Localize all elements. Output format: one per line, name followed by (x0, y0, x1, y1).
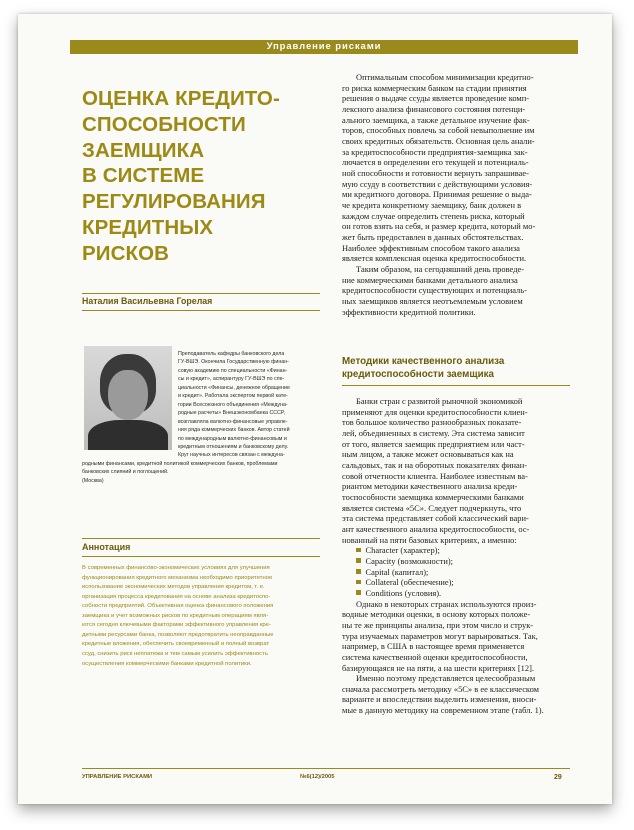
bio-line: совую академию по специальности «Финан- (178, 367, 288, 374)
bio-line: возглавляла валютно-финансовые управле- (178, 418, 288, 425)
annotation-line: использование экономических методов управления кредитом, т. е. (82, 584, 265, 591)
list-item (356, 567, 584, 578)
list-item (356, 588, 584, 599)
annotation-line: функционирования кредитного механизма необходимо приоритетное (82, 574, 273, 581)
list-item-text: Capital (капитал); (365, 566, 429, 577)
list-item-text: Collateral (обеспечение); (365, 577, 454, 588)
paragraph-line: ми кредитного договора. Принимая решение о выда- (342, 189, 532, 200)
magazine-page (18, 14, 612, 804)
list-item-text: Character (характер); (365, 545, 440, 556)
paragraph-line: мые в данную методику на современном этапе (табл. 1). (342, 705, 544, 716)
bio-line: сы и кредит», аспирантуру ГУ-ВШЭ по спе- (178, 376, 285, 383)
paragraph-line: ант качественного анализа кредитоспособности, ос- (342, 523, 530, 534)
paragraph-line: сальдовых, так и на оборотных показателях финан- (342, 459, 528, 470)
annotation-line: организация процесса кредитования на основе анализа кредитоспо- (82, 593, 271, 600)
paragraph-line: Однако в некоторых странах используются произ- (356, 598, 537, 609)
paragraph-line: базирующаяся не на пяти, а на шести критериях [12]. (342, 662, 535, 673)
paragraph-line: является комплексная оценка кредитоспособности. (342, 253, 527, 264)
paragraph-line: является система «5С». Следует подчеркнуть, что (342, 502, 522, 513)
paragraph-line: Оптимальным способом минимизации кредитно- (356, 72, 534, 82)
footer-section: УПРАВЛЕНИЕ РИСКАМИ (82, 774, 153, 780)
author-rule-bottom (82, 310, 320, 311)
annotation-line: ссуд, снизить риск неплатежа и тем самым усилить эффективность (82, 650, 268, 657)
paragraph-line: ны те же принципы анализа, при этом число и струк- (342, 619, 534, 630)
bio-line: родными финансами, кредитной политикой коммерческих банков, проблемами (82, 461, 278, 467)
paragraph-line: лексного анализа финансового состояния потенци- (342, 103, 526, 114)
paragraph-line: тоспособности заемщика коммерческими банками (342, 491, 524, 502)
footer-issue: №6(12)/2005 (300, 774, 335, 780)
paragraph-line: эта система представляет собой классический вари- (342, 513, 529, 524)
paragraph-line: применяют для оценки кредитоспособности клиен- (342, 406, 528, 417)
bio-line: по международным валютно-финансовым и (178, 435, 287, 442)
bio-line: кредитным отношениям и банковскому делу. (178, 443, 289, 450)
bio-line: ния ряда коммерческих банков. Автор статей (178, 427, 290, 434)
paragraph-line: лей, объединенных в систему. Эта система зависит (342, 427, 525, 438)
annotation-rule-bottom (82, 556, 320, 557)
paragraph-line: жет быть предоставлен в данных обстоятельствах. (342, 231, 524, 242)
paragraph-line: например, в США в настоящее время применяется (342, 641, 525, 652)
section-heading: Методики качественного анализа (342, 356, 505, 367)
paragraph-line: ных заемщиков является неотъемлемым условием (342, 295, 523, 306)
annotation-line: кредитные вложения, обеспечить своевременный и полный возврат (82, 641, 270, 648)
paragraph-line: че кредита конкретному заемщику, банк должен в (342, 199, 522, 210)
bio-line: банковских слияний и поглощений. (82, 469, 169, 476)
paragraph-line: ального заемщика, а также детальное изучение фак- (342, 114, 530, 125)
list-item-text: Capacity (возможности); (365, 555, 453, 566)
author-photo (84, 346, 172, 450)
bullet-square-icon (356, 590, 361, 595)
bio-line: ГУ-ВШЭ. Окончила Государственную финан- (178, 359, 289, 366)
bio-line: (Москва) (82, 477, 104, 484)
paragraph-line: ным лицом, а также может основываться как на (342, 449, 514, 460)
bio-line: циальности «Финансы, денежное обращение (178, 384, 290, 391)
paragraph-line: варианте и впоследствии выделить изменения, вноси- (342, 694, 537, 705)
paragraph-line: ние коммерческими банками детального анализа (342, 274, 518, 285)
paragraph-line: Таким образом, на сегодняшний день проведе- (356, 263, 525, 274)
paragraph-line: торов, способных повлечь за собой невыполнение им (342, 125, 535, 136)
author-name: Наталия Васильевна Горелая (82, 296, 213, 306)
paragraph-line: Банки стран с развитой рыночной экономикой (356, 396, 523, 406)
annotation-line: В современных финансово-экономических условиях для улучшения (82, 565, 270, 571)
paragraph-line: Наиболее эффективным способом такого анализа (342, 242, 520, 253)
paragraph-line: от того, является заемщик предприятием или част- (342, 438, 525, 449)
annotation-line: ются сегодня ключевыми факторами эффективного управления кре- (82, 622, 271, 629)
bio-line: и кредит». Работала экспертом первой кате- (178, 393, 288, 400)
bio-line: Преподаватель кафедры банковского дела (178, 351, 285, 357)
list-item (356, 545, 584, 556)
paragraph-line: нованный на пяти базовых критериях, а именно: (342, 534, 517, 545)
article-title: ОЦЕНКА КРЕДИТО- СПОСОБНОСТИ ЗАЕМЩИКА В СИСТЕМЕ РЕГУЛИРОВАНИЯ КРЕДИТНЫХ РИСКОВ (82, 87, 280, 265)
bio-line: родные расчеты» Внешэкономбанка СССР, (178, 410, 285, 417)
section-heading-rule (342, 385, 570, 386)
paragraph-line: сначала рассмотреть методику «5С» в ее классическом (342, 683, 540, 694)
paragraph-line: Именно поэтому представляется целесообразным (356, 673, 536, 684)
list-item (356, 577, 584, 588)
footer-page-number: 29 (554, 774, 562, 781)
paragraph-line: тов большое количество разнообразных показате- (342, 417, 522, 428)
section-heading: кредитоспособности заемщика (342, 368, 494, 380)
bio-line: гории Всесоюзного объединения «Междуна- (178, 401, 288, 408)
bullet-square-icon (356, 548, 361, 553)
annotation-line: дитными ресурсами банка, позволяют предотвратить неоправданные (82, 631, 274, 638)
list-item (356, 556, 584, 567)
annotation-line: заемщика и учет возможных рисков по кредитным операциям явля- (82, 612, 269, 619)
paragraph-line: он готов взять на себя, и размер кредита, который мо- (342, 221, 536, 232)
annotation-heading: Аннотация (82, 542, 131, 552)
paragraph-line: за кредитоспособности предприятия-заемщика зак- (342, 146, 528, 157)
paragraph-line: кредитоспособности существующих и потенциаль- (342, 285, 527, 296)
paragraph-line: совой отчетности клиента. Наиболее известным ва- (342, 470, 528, 481)
footer-rule (82, 768, 570, 769)
paragraph-line: каждом случае определить степень риска, который (342, 210, 525, 221)
paragraph-line: своих кредитных обязательств. Основная цель анали- (342, 135, 535, 146)
annotation-line: осуществления коммерческими банками кредитной политики. (82, 660, 252, 667)
section-header-band: Управление рисками (70, 40, 578, 54)
paragraph-line: решения о выдаче ссуды является проведение комп- (342, 93, 530, 104)
bio-line: Круг научных интересов связан с междуна- (178, 452, 285, 459)
list-item-text: Conditions (условия). (365, 587, 442, 598)
paragraph-line: водные методики оценки, в основу которых положе- (342, 609, 531, 620)
annotation-line: собности предприятий. Объективная оценка финансового положения (82, 603, 274, 610)
paragraph-line: тура изучаемых параметров могут варьироваться. Так, (342, 630, 538, 641)
bullet-square-icon (356, 569, 361, 574)
paragraph-line: ной способности и готовности вернуть запрашивае- (342, 167, 529, 178)
author-rule-top (82, 293, 320, 294)
annotation-rule-top (82, 538, 320, 539)
paragraph-line: риантом методики качественного анализа креди- (342, 481, 518, 492)
paragraph-line: го риска коммерческим банком на стадии принятия (342, 82, 527, 93)
bullet-square-icon (356, 558, 361, 563)
paragraph-line: система качественной оценки кредитоспособности, (342, 651, 528, 662)
paragraph-line: эффективности кредитной политики. (342, 306, 476, 317)
paragraph-line: мую ссуду в соответствии с действующими условия- (342, 178, 533, 189)
paragraph-line: лючается в определении его текущей и потенциаль- (342, 157, 529, 168)
bullet-square-icon (356, 580, 361, 585)
